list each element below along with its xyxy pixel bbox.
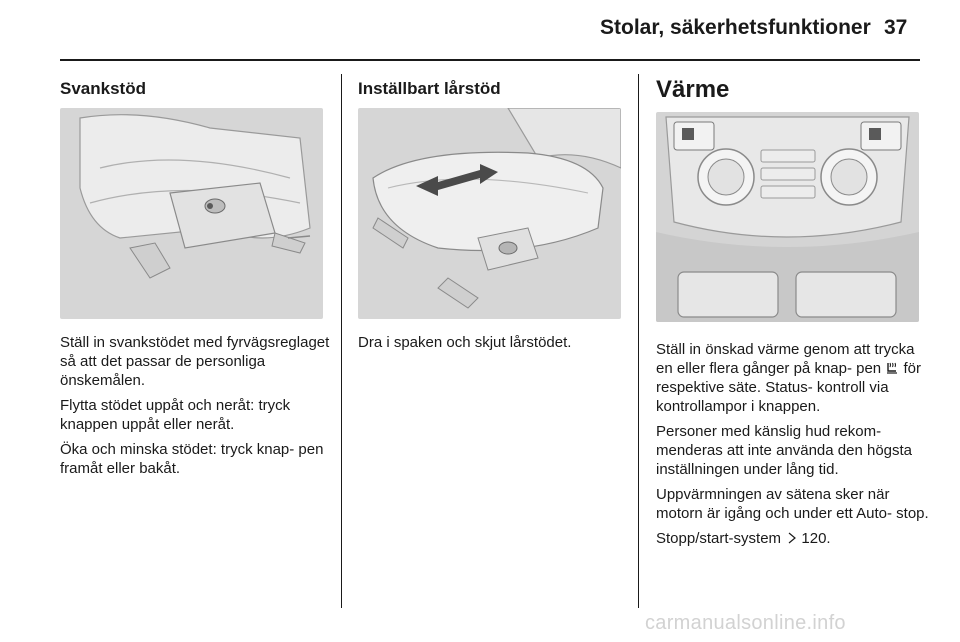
- footer-watermark: carmanualsonline.info: [645, 612, 846, 634]
- header-divider: [60, 59, 920, 61]
- section-thigh-support: [358, 76, 628, 102]
- reference-text: Stopp/start-system: [656, 530, 786, 547]
- reference-page: 120.: [797, 530, 831, 547]
- paragraph: Uppvärmningen av sätena sker när motorn är igång och under ett Auto- stop.: [656, 486, 929, 522]
- section-body: [60, 333, 330, 484]
- seat-heating-console-illustration: [656, 112, 919, 322]
- section-heading: Värme: [656, 76, 730, 103]
- paragraph: Ställ in svankstödet med fyrvägsreglaget så att det passar de personliga önskemålen.: [60, 334, 330, 389]
- section-heading: Inställbart lårstöd: [358, 79, 501, 98]
- section-heating: [656, 76, 926, 104]
- seat-thigh-support-illustration: [358, 108, 621, 319]
- page-number: 37: [884, 16, 908, 39]
- column-divider: [638, 74, 639, 608]
- seat-lumbar-support-illustration: [60, 108, 323, 319]
- seat-heat-icon: [885, 361, 899, 375]
- page-reference: [656, 529, 931, 548]
- page-reference-arrow-icon: [787, 530, 797, 542]
- paragraph-with-icon: [656, 340, 931, 416]
- paragraph: Flytta stödet uppåt och neråt: tryck knappen uppåt eller neråt.: [60, 397, 291, 433]
- section-lumbar: [60, 76, 330, 102]
- paragraph: Dra i spaken och skjut lårstödet.: [358, 334, 572, 351]
- paragraph: Öka och minska stödet: tryck knap- pen framåt eller bakåt.: [60, 441, 324, 477]
- column-divider: [341, 74, 342, 608]
- paragraph: Personer med känslig hud rekom- menderas att inte använda den högsta inställningen under lång tid.: [656, 423, 913, 478]
- section-body: [358, 333, 628, 358]
- paragraph-text: Ställ in önskad värme genom att trycka en eller flera gånger på knap- pen: [656, 341, 915, 377]
- section-heading: Svankstöd: [60, 79, 146, 98]
- section-body: [656, 340, 931, 554]
- paragraph-text: för respektive säte. Status- kontroll via kontrollampor i knappen.: [656, 360, 922, 415]
- page-header-title: Stolar, säkerhetsfunktioner: [600, 16, 871, 39]
